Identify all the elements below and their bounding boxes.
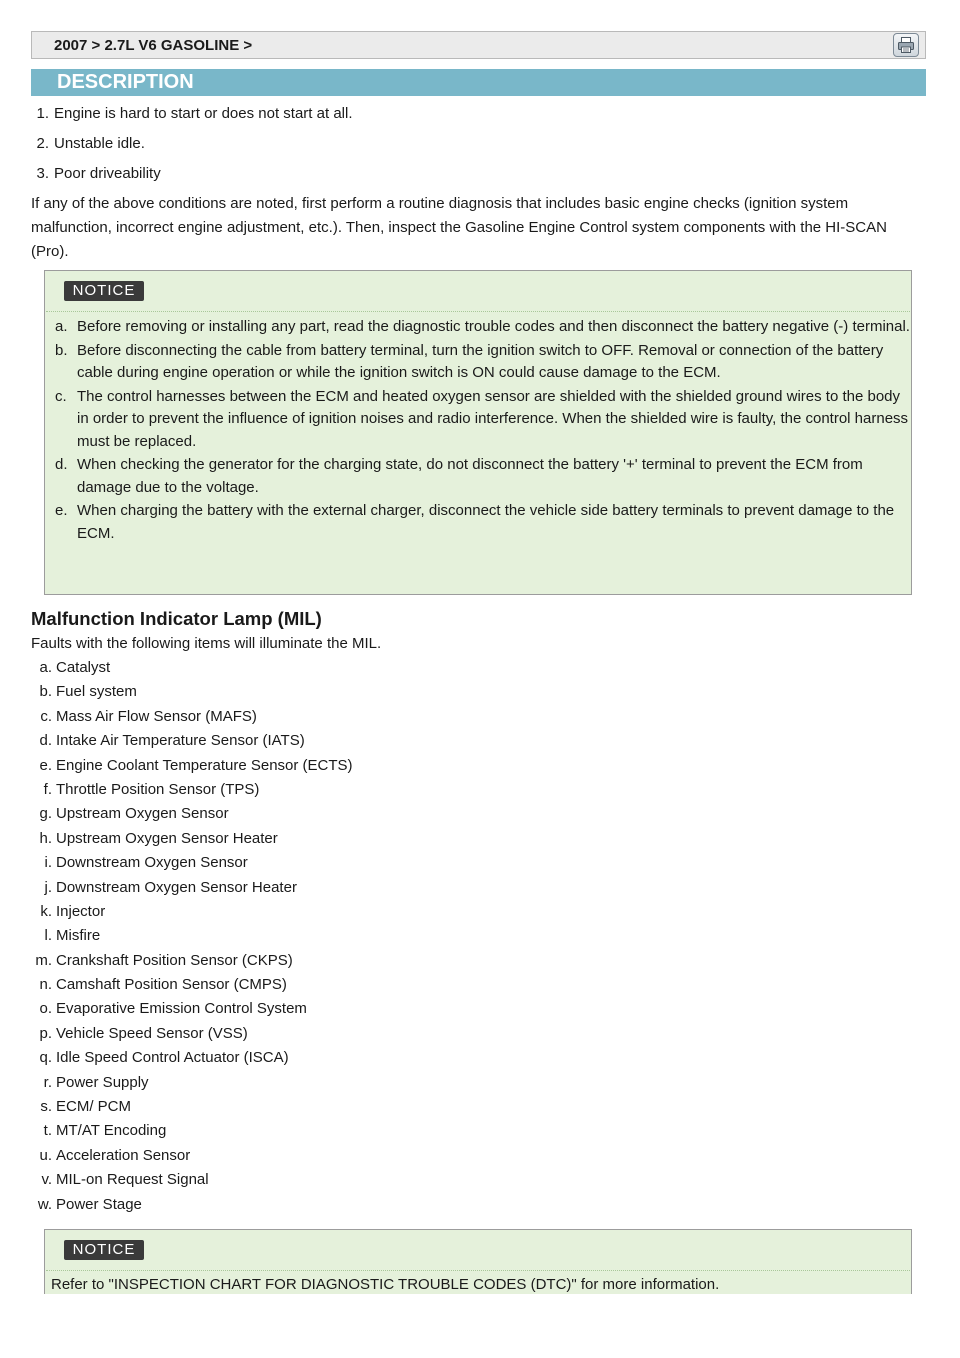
list-text: Catalyst	[56, 659, 111, 676]
list-marker: 2.	[36, 135, 49, 152]
list-text: When checking the generator for the charging state, do not disconnect the battery '+' terminal to prevent the ECM from damage due to the voltage.	[77, 456, 863, 496]
list-marker: d.	[55, 456, 68, 473]
list-text: The control harnesses between the ECM and heated oxygen sensor are shielded with the shielded ground wires to the body in order to prevent the influence of ignition noises and radio interference. When the shielded wire is faulty, the control harness must be replaced.	[77, 387, 909, 450]
list-item	[31, 778, 353, 802]
list-marker: b.	[39, 683, 52, 701]
list-item	[31, 1022, 353, 1046]
list-item	[55, 340, 910, 385]
notice-label: NOTICE	[72, 282, 136, 299]
list-item	[31, 973, 353, 997]
list-text: Engine is hard to start or does not start at all.	[54, 105, 353, 122]
list-marker: h.	[39, 829, 52, 847]
list-item	[31, 705, 353, 729]
list-item	[31, 1193, 353, 1217]
intro-paragraph: If any of the above conditions are noted, first perform a routine diagnosis that includes basic engine checks (ignition system malfunction, incorrect engine adjustment, etc.). Then, inspect the Gasoline Engine Control system components with the HI-SCAN (Pro).	[31, 195, 887, 260]
list-item	[31, 132, 353, 162]
list-text: MIL-on Request Signal	[56, 1171, 209, 1189]
list-text: Injector	[56, 902, 106, 920]
breadcrumb	[31, 31, 926, 59]
list-marker: q.	[39, 1049, 52, 1067]
list-text: Vehicle Speed Sensor (VSS)	[56, 1024, 248, 1042]
list-text: Upstream Oxygen Sensor	[56, 805, 229, 823]
notice-label: NOTICE	[72, 1241, 136, 1258]
list-item	[31, 876, 353, 900]
list-marker: c.	[55, 387, 67, 405]
symptom-list	[31, 102, 353, 192]
list-marker: p.	[39, 1024, 52, 1042]
list-text: When charging the battery with the external charger, disconnect the vehicle side battery terminals to prevent damage to the ECM.	[77, 502, 895, 542]
list-marker: s.	[40, 1098, 52, 1116]
list-marker: r.	[43, 1073, 52, 1091]
list-text: Fuel system	[56, 683, 137, 701]
notice-box	[44, 270, 912, 595]
list-item	[31, 162, 353, 192]
list-item	[31, 1144, 353, 1168]
list-marker: o.	[39, 1000, 52, 1018]
list-item	[55, 454, 910, 499]
list-item	[31, 1071, 353, 1095]
list-marker: n.	[39, 976, 52, 994]
list-text: Throttle Position Sensor (TPS)	[56, 780, 260, 798]
list-item	[31, 680, 353, 704]
list-item	[31, 656, 353, 680]
list-text: Engine Coolant Temperature Sensor (ECTS)	[56, 756, 353, 774]
list-item	[31, 1168, 353, 1192]
section-title: DESCRIPTION	[57, 71, 194, 93]
list-item	[31, 997, 353, 1021]
notice-badge	[64, 1240, 144, 1260]
list-text: Before removing or installing any part, read the diagnostic trouble codes and then disconnect the battery negative (-) terminal.	[77, 318, 910, 335]
list-marker: c.	[40, 707, 52, 725]
list-marker: a.	[39, 659, 52, 676]
list-text: Upstream Oxygen Sensor Heater	[56, 829, 278, 847]
list-text: Power Stage	[56, 1195, 142, 1213]
list-item	[55, 386, 910, 454]
divider	[46, 1270, 910, 1271]
list-item	[31, 1119, 353, 1143]
list-text: Power Supply	[56, 1073, 149, 1091]
list-item	[55, 500, 910, 545]
list-marker: i.	[44, 854, 52, 872]
list-item	[31, 827, 353, 851]
list-text: Crankshaft Position Sensor (CKPS)	[56, 951, 293, 969]
list-item	[31, 102, 353, 132]
list-marker: 3.	[36, 165, 49, 182]
list-text: Downstream Oxygen Sensor Heater	[56, 878, 297, 896]
list-item	[31, 924, 353, 948]
printer-icon	[897, 36, 915, 54]
list-text: Poor driveability	[54, 165, 161, 182]
list-text: Intake Air Temperature Sensor (IATS)	[56, 732, 305, 750]
print-button[interactable]	[893, 33, 919, 57]
notice-text: Refer to "INSPECTION CHART FOR DIAGNOSTIC TROUBLE CODES (DTC)" for more information.	[51, 1276, 720, 1293]
breadcrumb-text: 2007 > 2.7L V6 GASOLINE >	[54, 37, 253, 54]
list-marker: t.	[43, 1122, 52, 1140]
list-text: Unstable idle.	[54, 135, 145, 152]
list-marker: e.	[55, 502, 68, 519]
list-item	[31, 754, 353, 778]
divider	[46, 311, 910, 312]
list-item	[31, 1046, 353, 1070]
list-text: Before disconnecting the cable from battery terminal, turn the ignition switch to OFF. Removal or connection of the battery cable during engine operation or while the ignition switch is ON could cause damage to the ECM.	[77, 341, 884, 381]
list-item	[31, 851, 353, 875]
list-text: Misfire	[56, 927, 101, 945]
list-item	[55, 316, 910, 339]
list-item	[31, 729, 353, 753]
list-text: ECM/ PCM	[56, 1098, 131, 1116]
list-marker: 1.	[36, 105, 49, 122]
list-marker: e.	[39, 756, 52, 774]
mil-heading: Malfunction Indicator Lamp (MIL)	[31, 608, 322, 629]
section-header	[31, 69, 926, 96]
list-marker: g.	[39, 805, 52, 823]
notice-badge	[64, 281, 144, 301]
notice-list	[55, 316, 910, 546]
list-marker: u.	[39, 1146, 52, 1164]
list-marker: a.	[55, 318, 68, 335]
list-marker: w.	[37, 1195, 52, 1213]
list-text: Camshaft Position Sensor (CMPS)	[56, 976, 287, 994]
list-item	[31, 900, 353, 924]
list-text: Downstream Oxygen Sensor	[56, 854, 248, 872]
mil-fault-list	[31, 656, 353, 1217]
list-marker: f.	[43, 780, 52, 798]
list-item	[31, 949, 353, 973]
mil-intro: Faults with the following items will illuminate the MIL.	[31, 635, 382, 652]
list-marker: j.	[44, 878, 52, 896]
list-marker: m.	[35, 951, 52, 969]
notice-box-dtc	[44, 1229, 912, 1294]
list-marker: d.	[39, 732, 52, 750]
list-text: Acceleration Sensor	[56, 1146, 191, 1164]
list-text: MT/AT Encoding	[56, 1122, 167, 1140]
list-text: Mass Air Flow Sensor (MAFS)	[56, 707, 257, 725]
list-marker: v.	[41, 1171, 52, 1189]
list-marker: b.	[55, 341, 68, 359]
list-item	[31, 1095, 353, 1119]
list-text: Idle Speed Control Actuator (ISCA)	[56, 1049, 289, 1067]
list-marker: l.	[44, 927, 52, 945]
list-text: Evaporative Emission Control System	[56, 1000, 307, 1018]
list-marker: k.	[40, 902, 52, 920]
list-item	[31, 802, 353, 826]
